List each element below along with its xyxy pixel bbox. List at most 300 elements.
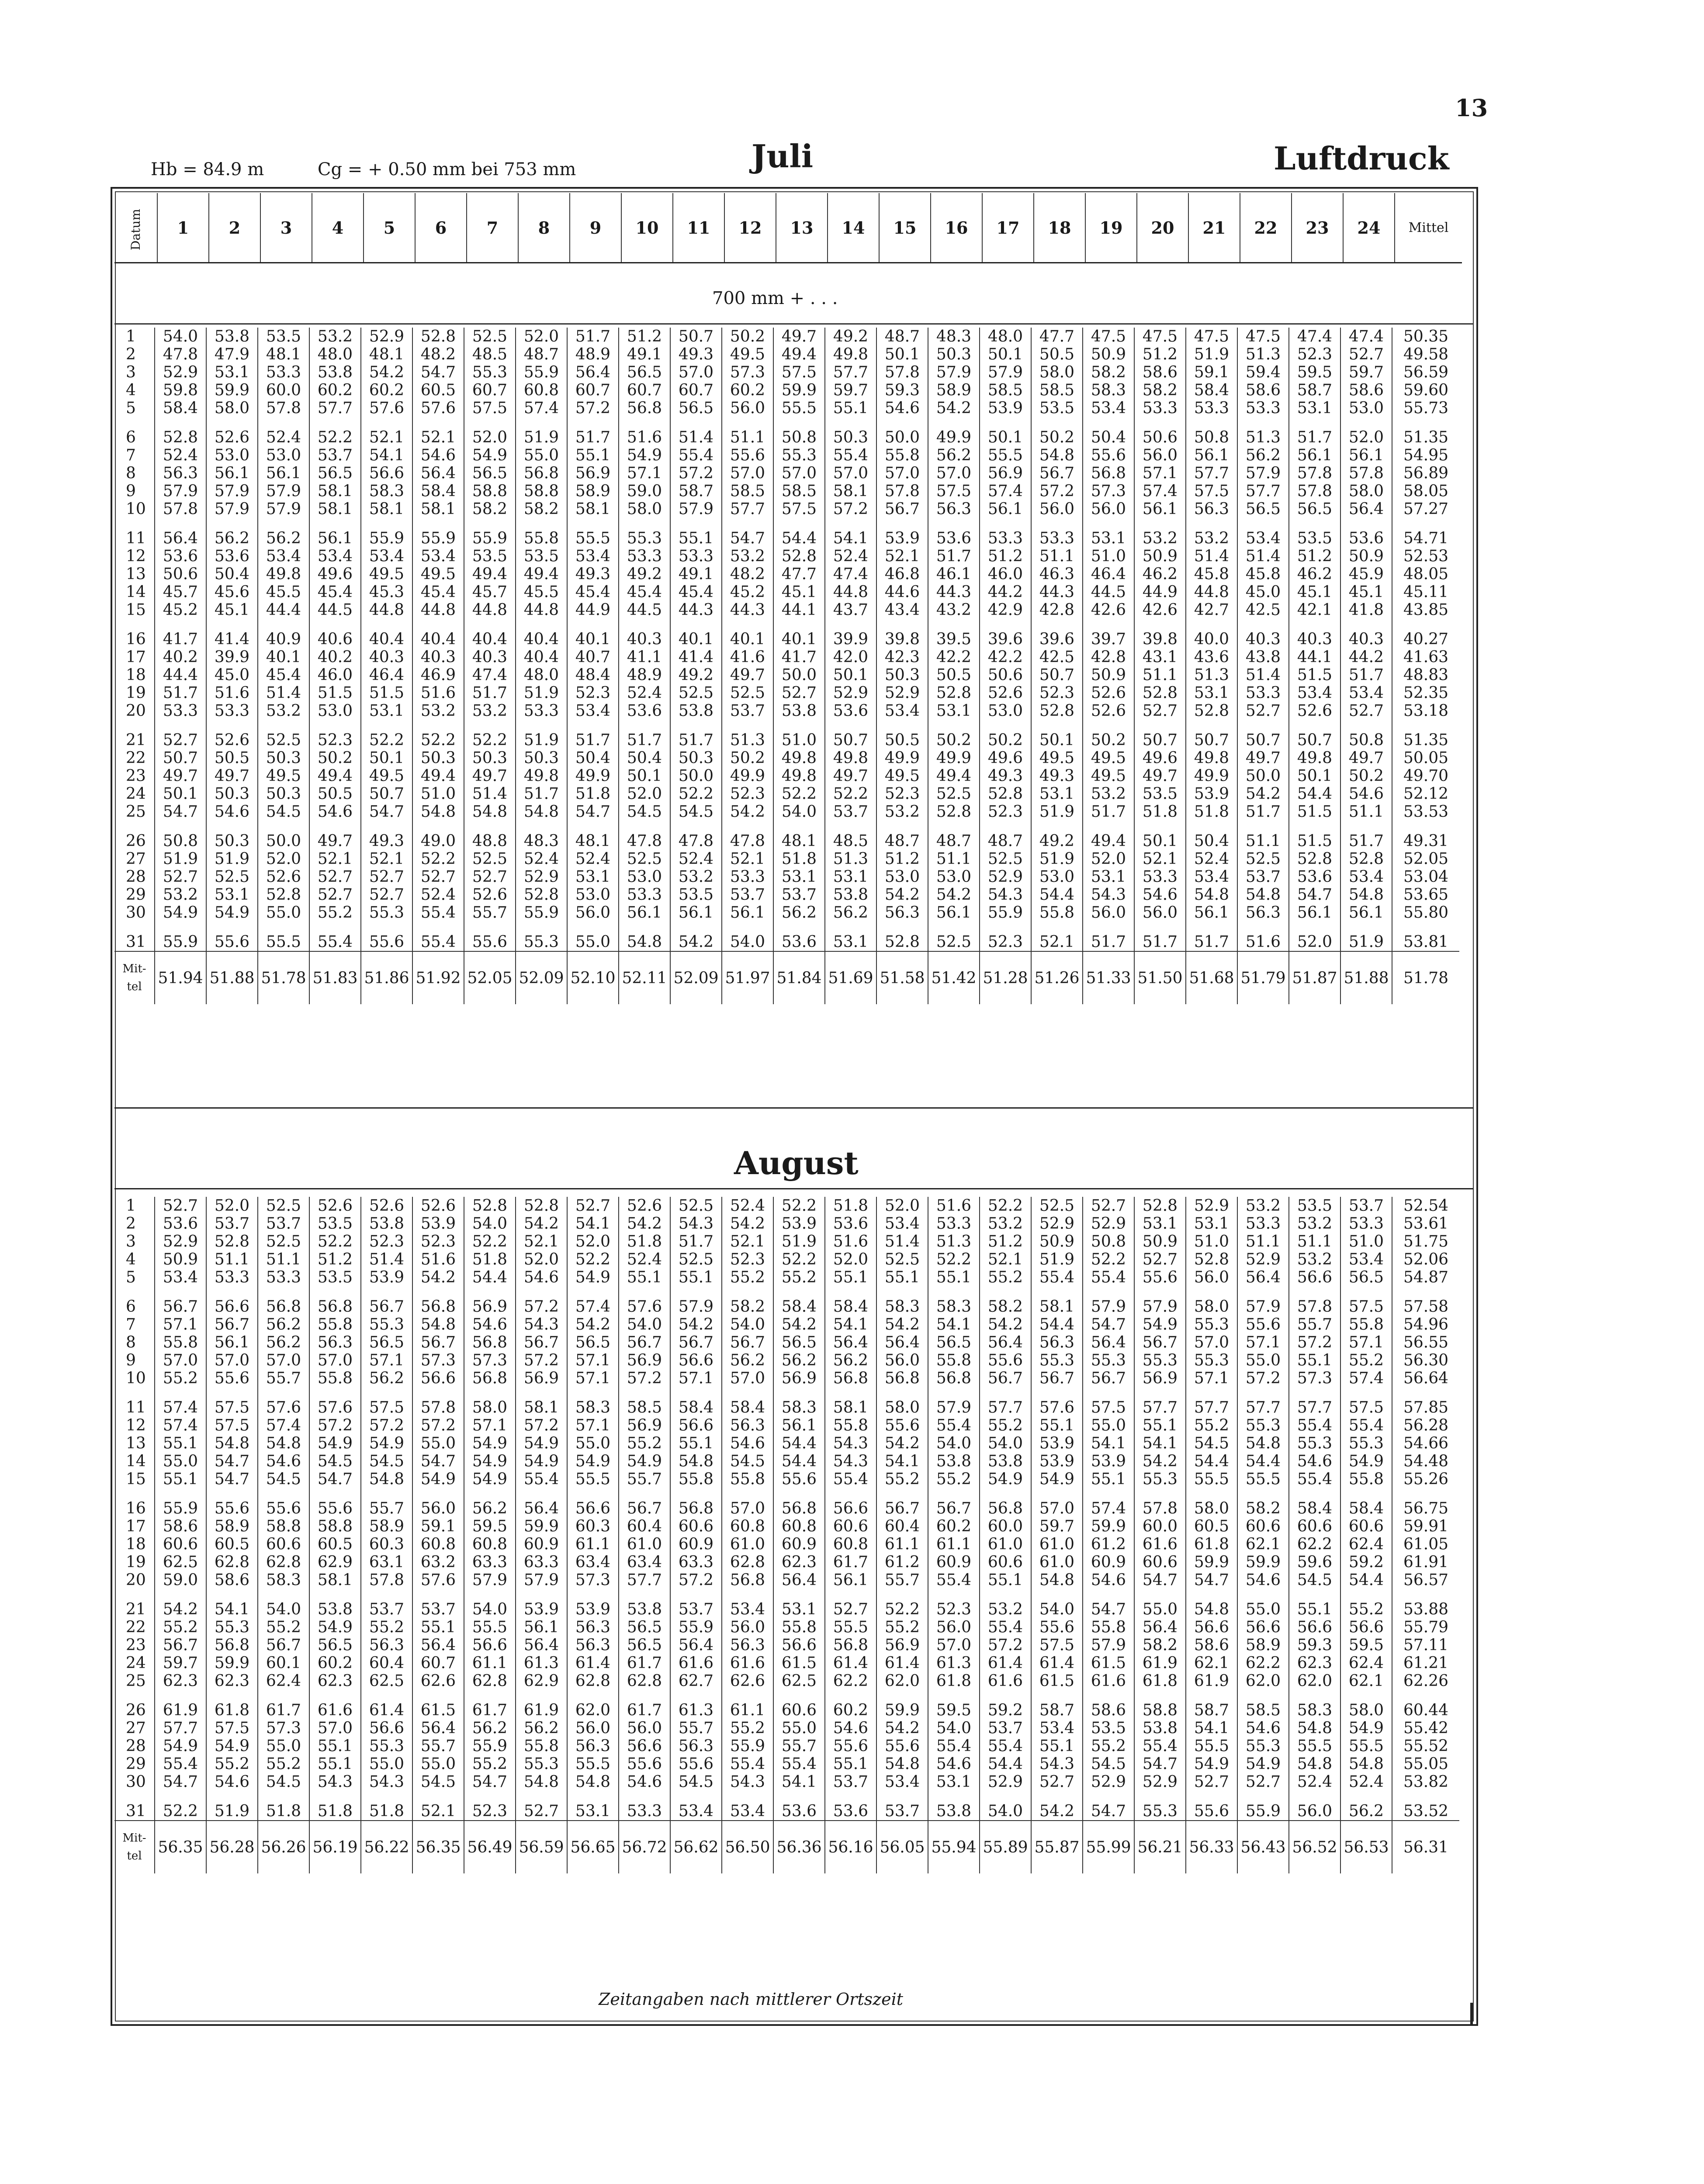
pressure-cell: 51.1: [258, 1251, 309, 1268]
pressure-cell: 58.9: [361, 1517, 412, 1535]
pressure-cell: 53.2: [155, 886, 206, 904]
hour-header-3: 3: [260, 193, 312, 263]
pressure-cell: 57.0: [722, 1500, 773, 1517]
pressure-cell: 54.6: [258, 1452, 309, 1470]
pressure-cell: 57.2: [670, 464, 722, 482]
pressure-cell: 53.1: [206, 363, 258, 381]
pressure-cell: 57.9: [980, 363, 1031, 381]
pressure-cell: 55.1: [876, 1268, 928, 1286]
day-cell: 4: [126, 1251, 136, 1268]
day-cell: 30: [126, 904, 146, 922]
pressure-cell: 53.8: [928, 1452, 980, 1470]
pressure-cell: 52.0: [1289, 933, 1340, 951]
pressure-cell: 53.5: [1083, 1719, 1134, 1737]
pressure-cell: 51.8: [361, 1802, 412, 1821]
day-cell: 21: [126, 1600, 146, 1618]
pressure-cell: 55.3: [773, 446, 825, 464]
pressure-cell: 45.4: [619, 583, 670, 601]
pressure-cell: 56.7: [619, 1334, 670, 1351]
pressure-cell: 61.1: [928, 1535, 980, 1553]
pressure-cell: 53.4: [1031, 1719, 1083, 1737]
pressure-cell: 57.4: [567, 1298, 619, 1316]
pressure-cell: 58.8: [258, 1517, 309, 1535]
pressure-cell: 54.3: [361, 1773, 412, 1791]
hourly-mean-cell: 51.69: [825, 951, 876, 1004]
day-cell: 26: [126, 832, 146, 850]
pressure-cell: 52.5: [258, 1197, 309, 1215]
pressure-cell: 53.2: [1134, 529, 1186, 547]
pressure-cell: 48.1: [258, 346, 309, 363]
pressure-cell: 51.7: [1134, 933, 1186, 951]
pressure-cell: 60.6: [773, 1701, 825, 1719]
daily-mean-cell: 55.52: [1392, 1737, 1459, 1755]
pressure-cell: 56.6: [361, 464, 412, 482]
pressure-cell: 54.9: [567, 1268, 619, 1286]
pressure-cell: 56.1: [825, 1571, 876, 1589]
pressure-cell: 55.4: [1289, 1417, 1340, 1434]
pressure-cell: 53.8: [361, 1215, 412, 1233]
pressure-cell: 50.2: [928, 731, 980, 749]
pressure-cell: 55.1: [928, 1268, 980, 1286]
pressure-cell: 44.2: [1340, 648, 1392, 666]
pressure-cell: 52.5: [928, 785, 980, 803]
pressure-cell: 56.1: [1289, 904, 1340, 922]
pressure-cell: 57.2: [619, 1369, 670, 1387]
pressure-cell: 53.3: [670, 547, 722, 565]
pressure-cell: 60.9: [1083, 1553, 1134, 1571]
daily-mean-cell: 53.53: [1392, 803, 1459, 821]
pressure-cell: 53.9: [1083, 1452, 1134, 1470]
pressure-cell: 55.9: [516, 363, 567, 381]
hour-header-11: 11: [673, 193, 724, 263]
pressure-cell: 56.1: [258, 464, 309, 482]
pressure-cell: 59.0: [619, 482, 670, 500]
month-title-august: August: [734, 1144, 859, 1182]
pressure-cell: 53.4: [1340, 684, 1392, 702]
pressure-cell: 53.7: [1340, 1197, 1392, 1215]
pressure-cell: 50.9: [1134, 1233, 1186, 1251]
pressure-cell: 62.8: [258, 1553, 309, 1571]
pressure-cell: 56.3: [722, 1417, 773, 1434]
pressure-cell: 52.1: [412, 429, 464, 446]
pressure-cell: 52.4: [1186, 850, 1237, 868]
hour-header-9: 9: [570, 193, 621, 263]
pressure-cell: 58.0: [619, 500, 670, 518]
pressure-cell: 59.9: [773, 381, 825, 399]
daily-mean-cell: 56.28: [1392, 1417, 1459, 1434]
section-title: Luftdruck: [1274, 140, 1449, 177]
pressure-cell: 56.1: [309, 529, 361, 547]
pressure-cell: 56.8: [825, 1369, 876, 1387]
pressure-cell: 56.7: [258, 1636, 309, 1654]
pressure-cell: 56.3: [928, 500, 980, 518]
pressure-cell: 55.3: [464, 363, 516, 381]
pressure-cell: 59.9: [1237, 1553, 1289, 1571]
pressure-cell: 56.4: [1340, 500, 1392, 518]
pressure-cell: 55.2: [155, 1618, 206, 1636]
pressure-cell: 51.4: [876, 1233, 928, 1251]
table-row: [114, 1672, 1459, 1690]
pressure-cell: 61.5: [1083, 1654, 1134, 1672]
pressure-cell: 52.8: [876, 933, 928, 951]
pressure-cell: 41.7: [773, 648, 825, 666]
pressure-cell: 56.4: [412, 1636, 464, 1654]
pressure-cell: 53.7: [980, 1719, 1031, 1737]
pressure-cell: 53.4: [1340, 1251, 1392, 1268]
daily-mean-cell: 51.75: [1392, 1233, 1459, 1251]
pressure-cell: 54.2: [516, 1215, 567, 1233]
pressure-cell: 55.2: [876, 1618, 928, 1636]
pressure-cell: 61.5: [1031, 1672, 1083, 1690]
table-row: [114, 803, 1459, 821]
hour-header-21: 21: [1188, 193, 1240, 263]
pressure-cell: 54.0: [773, 803, 825, 821]
pressure-cell: 55.6: [258, 1500, 309, 1517]
pressure-cell: 54.2: [773, 1316, 825, 1334]
pressure-cell: 55.6: [876, 1417, 928, 1434]
day-cell: 23: [126, 1636, 146, 1654]
pressure-cell: 52.3: [464, 1802, 516, 1821]
pressure-cell: 61.7: [258, 1701, 309, 1719]
pressure-cell: 62.8: [567, 1672, 619, 1690]
pressure-cell: 60.9: [516, 1535, 567, 1553]
pressure-cell: 56.7: [155, 1298, 206, 1316]
table-row: [114, 583, 1459, 601]
hourly-mean-cell: 51.50: [1134, 951, 1186, 1004]
pressure-cell: 46.2: [1134, 565, 1186, 583]
pressure-cell: 54.3: [309, 1773, 361, 1791]
pressure-cell: 53.8: [619, 1600, 670, 1618]
pressure-cell: 53.9: [361, 1268, 412, 1286]
pressure-cell: 51.7: [670, 731, 722, 749]
pressure-cell: 57.3: [412, 1351, 464, 1369]
pressure-cell: 58.7: [670, 482, 722, 500]
pressure-cell: 54.9: [567, 1452, 619, 1470]
pressure-cell: 51.1: [1340, 803, 1392, 821]
pressure-cell: 54.9: [155, 1737, 206, 1755]
pressure-cell: 58.8: [309, 1517, 361, 1535]
pressure-cell: 55.4: [1083, 1268, 1134, 1286]
pressure-cell: 48.0: [309, 346, 361, 363]
pressure-cell: 53.8: [773, 702, 825, 720]
pressure-cell: 57.9: [258, 482, 309, 500]
daily-mean-cell: 49.31: [1392, 832, 1459, 850]
pressure-cell: 52.0: [825, 1251, 876, 1268]
pressure-cell: 54.8: [516, 1773, 567, 1791]
pressure-cell: 50.1: [876, 346, 928, 363]
pressure-cell: 57.3: [1289, 1369, 1340, 1387]
pressure-cell: 44.9: [1134, 583, 1186, 601]
mittel-header: Mittel: [1395, 193, 1462, 263]
daily-mean-cell: 53.04: [1392, 868, 1459, 886]
pressure-cell: 56.3: [567, 1737, 619, 1755]
pressure-cell: 54.9: [619, 1452, 670, 1470]
pressure-cell: 50.7: [361, 785, 412, 803]
pressure-cell: 53.3: [619, 547, 670, 565]
pressure-cell: 53.0: [1031, 868, 1083, 886]
table-row: [114, 1251, 1459, 1268]
pressure-cell: 54.4: [1289, 785, 1340, 803]
pressure-cell: 54.5: [619, 803, 670, 821]
pressure-cell: 57.4: [1083, 1500, 1134, 1517]
pressure-cell: 40.1: [773, 630, 825, 648]
pressure-cell: 45.8: [1237, 565, 1289, 583]
pressure-cell: 57.8: [1289, 482, 1340, 500]
pressure-cell: 51.7: [1237, 803, 1289, 821]
pressure-cell: 59.9: [1186, 1553, 1237, 1571]
hourly-mean-cell: 51.87: [1289, 951, 1340, 1004]
pressure-cell: 55.6: [309, 1500, 361, 1517]
pressure-cell: 48.1: [361, 346, 412, 363]
pressure-cell: 54.3: [1031, 1755, 1083, 1773]
pressure-cell: 60.0: [980, 1517, 1031, 1535]
pressure-cell: 40.4: [516, 630, 567, 648]
pressure-cell: 56.9: [980, 464, 1031, 482]
table-row: [114, 832, 1459, 850]
pressure-cell: 58.8: [464, 482, 516, 500]
pressure-cell: 53.0: [1340, 399, 1392, 417]
pressure-cell: 49.8: [258, 565, 309, 583]
pressure-cell: 55.9: [1237, 1802, 1289, 1821]
pressure-cell: 54.2: [567, 1316, 619, 1334]
juli-table: [114, 328, 1459, 1004]
pressure-cell: 43.1: [1134, 648, 1186, 666]
pressure-cell: 44.8: [464, 601, 516, 619]
pressure-cell: 56.2: [1340, 1802, 1392, 1821]
unit-label: 700 mm + . . .: [712, 288, 838, 308]
pressure-cell: 60.8: [773, 1517, 825, 1535]
pressure-cell: 51.6: [1237, 933, 1289, 951]
day-cell: 18: [126, 1535, 146, 1553]
pressure-cell: 62.9: [309, 1553, 361, 1571]
pressure-cell: 56.2: [258, 1316, 309, 1334]
pressure-cell: 60.8: [722, 1517, 773, 1535]
pressure-cell: 55.2: [722, 1719, 773, 1737]
pressure-cell: 52.7: [567, 1197, 619, 1215]
pressure-cell: 53.2: [412, 702, 464, 720]
pressure-cell: 50.4: [206, 565, 258, 583]
pressure-cell: 40.4: [412, 630, 464, 648]
pressure-cell: 39.8: [1134, 630, 1186, 648]
pressure-cell: 55.4: [670, 446, 722, 464]
pressure-cell: 46.0: [309, 666, 361, 684]
table-row: [114, 547, 1459, 565]
pressure-cell: 40.2: [309, 648, 361, 666]
pressure-cell: 40.1: [567, 630, 619, 648]
day-cell: 20: [126, 702, 146, 720]
pressure-cell: 51.8: [567, 785, 619, 803]
pressure-cell: 58.9: [928, 381, 980, 399]
pressure-cell: 48.2: [412, 346, 464, 363]
pressure-cell: 57.2: [361, 1417, 412, 1434]
pressure-cell: 52.3: [980, 933, 1031, 951]
table-row: [114, 1737, 1459, 1755]
pressure-cell: 57.2: [516, 1417, 567, 1434]
pressure-cell: 50.4: [1083, 429, 1134, 446]
pressure-cell: 55.6: [722, 446, 773, 464]
pressure-cell: 57.0: [928, 464, 980, 482]
hourly-mean-cell: 56.21: [1134, 1821, 1186, 1873]
pressure-cell: 56.1: [773, 1417, 825, 1434]
pressure-cell: 50.9: [1031, 1233, 1083, 1251]
pressure-cell: 51.7: [464, 684, 516, 702]
pressure-cell: 50.3: [258, 749, 309, 767]
pressure-cell: 39.6: [1031, 630, 1083, 648]
pressure-cell: 54.0: [980, 1434, 1031, 1452]
pressure-cell: 49.4: [928, 767, 980, 785]
pressure-cell: 48.9: [619, 666, 670, 684]
pressure-cell: 51.6: [825, 1233, 876, 1251]
pressure-cell: 58.1: [825, 1399, 876, 1417]
pressure-cell: 55.1: [1031, 1737, 1083, 1755]
pressure-cell: 54.8: [1340, 886, 1392, 904]
pressure-cell: 55.1: [155, 1470, 206, 1488]
pressure-cell: 50.1: [1289, 767, 1340, 785]
pressure-cell: 55.1: [309, 1755, 361, 1773]
hourly-mean-cell: 56.19: [309, 1821, 361, 1873]
pressure-cell: 40.4: [361, 630, 412, 648]
pressure-cell: 51.0: [412, 785, 464, 803]
daily-mean-cell: 51.35: [1392, 429, 1459, 446]
pressure-cell: 55.6: [670, 1755, 722, 1773]
pressure-cell: 45.2: [155, 601, 206, 619]
pressure-cell: 61.5: [773, 1654, 825, 1672]
pressure-cell: 40.3: [1237, 630, 1289, 648]
table-row: [114, 666, 1459, 684]
pressure-cell: 59.5: [464, 1517, 516, 1535]
day-cell: 24: [126, 785, 146, 803]
pressure-cell: 52.8: [206, 1233, 258, 1251]
pressure-cell: 62.0: [567, 1701, 619, 1719]
pressure-cell: 58.3: [567, 1399, 619, 1417]
pressure-cell: 51.8: [258, 1802, 309, 1821]
pressure-cell: 61.9: [1186, 1672, 1237, 1690]
pressure-cell: 62.0: [1289, 1672, 1340, 1690]
pressure-cell: 50.2: [980, 731, 1031, 749]
pressure-cell: 54.9: [464, 1434, 516, 1452]
pressure-cell: 57.5: [773, 363, 825, 381]
pressure-cell: 55.1: [825, 399, 876, 417]
hour-header-22: 22: [1240, 193, 1292, 263]
table-row: [114, 1553, 1459, 1571]
table-row: [114, 1369, 1459, 1387]
pressure-cell: 51.5: [361, 684, 412, 702]
pressure-cell: 54.9: [980, 1470, 1031, 1488]
pressure-cell: 47.9: [206, 346, 258, 363]
pressure-cell: 42.5: [1031, 648, 1083, 666]
pressure-cell: 54.8: [361, 1470, 412, 1488]
table-row: [114, 702, 1459, 720]
pressure-cell: 55.7: [258, 1369, 309, 1387]
pressure-cell: 60.6: [1340, 1517, 1392, 1535]
pressure-cell: 51.1: [722, 429, 773, 446]
pressure-cell: 54.4: [1186, 1452, 1237, 1470]
pressure-cell: 49.3: [567, 565, 619, 583]
pressure-cell: 54.2: [722, 1215, 773, 1233]
pressure-cell: 54.9: [1186, 1755, 1237, 1773]
pressure-cell: 54.0: [1031, 1600, 1083, 1618]
pressure-cell: 53.3: [516, 702, 567, 720]
pressure-cell: 54.8: [1031, 446, 1083, 464]
pressure-cell: 50.8: [773, 429, 825, 446]
pressure-cell: 52.2: [309, 1233, 361, 1251]
pressure-cell: 54.2: [876, 886, 928, 904]
pressure-cell: 43.6: [1186, 648, 1237, 666]
pressure-cell: 58.4: [1289, 1500, 1340, 1517]
daily-mean-cell: 54.71: [1392, 529, 1459, 547]
daily-mean-cell: 56.64: [1392, 1369, 1459, 1387]
hourly-mean-cell: 56.35: [155, 1821, 206, 1873]
pressure-cell: 54.9: [1340, 1719, 1392, 1737]
day-cell: 8: [126, 1334, 136, 1351]
pressure-cell: 51.2: [619, 328, 670, 346]
pressure-cell: 55.3: [1340, 1434, 1392, 1452]
pressure-cell: 47.7: [1031, 328, 1083, 346]
pressure-cell: 55.1: [980, 1571, 1031, 1589]
pressure-cell: 57.4: [155, 1417, 206, 1434]
pressure-cell: 55.8: [670, 1470, 722, 1488]
day-cell: 22: [126, 1618, 146, 1636]
pressure-cell: 56.1: [619, 904, 670, 922]
pressure-cell: 56.4: [876, 1334, 928, 1351]
day-cell: 12: [126, 547, 146, 565]
pressure-cell: 52.5: [258, 731, 309, 749]
pressure-cell: 52.1: [1134, 850, 1186, 868]
pressure-cell: 52.7: [1237, 702, 1289, 720]
pressure-cell: 55.2: [258, 1755, 309, 1773]
pressure-cell: 42.0: [825, 648, 876, 666]
pressure-cell: 54.2: [722, 803, 773, 821]
pressure-cell: 58.1: [309, 1571, 361, 1589]
table-row: [114, 767, 1459, 785]
pressure-cell: 56.9: [619, 1417, 670, 1434]
pressure-cell: 58.7: [1186, 1701, 1237, 1719]
pressure-cell: 53.9: [412, 1215, 464, 1233]
daily-mean-cell: 61.05: [1392, 1535, 1459, 1553]
pressure-cell: 52.0: [258, 850, 309, 868]
pressure-cell: 58.9: [567, 482, 619, 500]
pressure-cell: 53.1: [825, 868, 876, 886]
pressure-cell: 55.0: [1237, 1600, 1289, 1618]
pressure-cell: 51.4: [258, 684, 309, 702]
pressure-cell: 59.3: [876, 381, 928, 399]
pressure-cell: 52.8: [1186, 702, 1237, 720]
pressure-cell: 56.1: [1340, 446, 1392, 464]
pressure-cell: 58.6: [206, 1571, 258, 1589]
pressure-cell: 55.9: [155, 933, 206, 951]
pressure-cell: 57.8: [258, 399, 309, 417]
pressure-cell: 55.4: [1031, 1268, 1083, 1286]
pressure-cell: 55.6: [1134, 1268, 1186, 1286]
pressure-cell: 56.8: [1083, 464, 1134, 482]
hourly-mean-cell: 56.50: [722, 1821, 773, 1873]
pressure-cell: 49.1: [670, 565, 722, 583]
pressure-cell: 60.6: [980, 1553, 1031, 1571]
pressure-cell: 51.7: [567, 731, 619, 749]
pressure-cell: 55.4: [516, 1470, 567, 1488]
pressure-cell: 54.7: [412, 1452, 464, 1470]
pressure-cell: 51.9: [516, 731, 567, 749]
pressure-cell: 62.6: [412, 1672, 464, 1690]
pressure-cell: 50.1: [980, 429, 1031, 446]
pressure-cell: 52.7: [361, 886, 412, 904]
pressure-cell: 49.5: [258, 767, 309, 785]
pressure-cell: 56.5: [1289, 500, 1340, 518]
pressure-cell: 56.2: [1237, 446, 1289, 464]
pressure-cell: 56.0: [1031, 500, 1083, 518]
pressure-cell: 54.8: [1237, 1434, 1289, 1452]
pressure-cell: 61.6: [670, 1654, 722, 1672]
